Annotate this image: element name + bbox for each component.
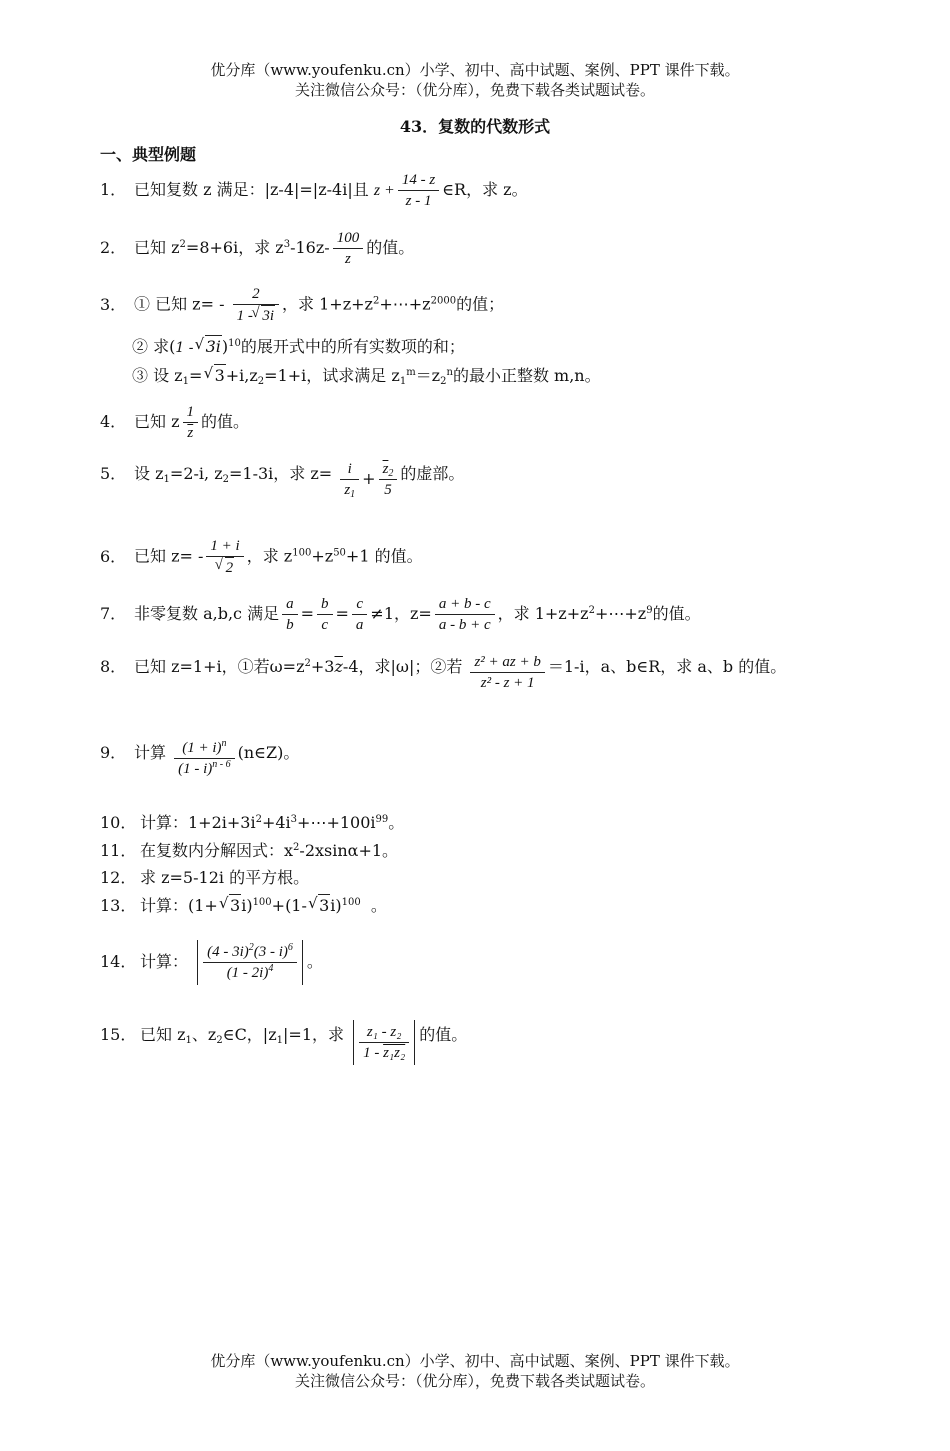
fraction: $\frac{14 - z}{z - 1}$ <box>398 170 439 211</box>
absolute-value <box>197 940 303 985</box>
fraction: $\frac{2}{1 - √ 3i}$ <box>233 284 279 326</box>
question-15: 15． 已知 $z_1$、$z_2\in C$，$|z_1|=1$，求 $\frac{\text{z₁ - z₂}}{\text{1 - z₁z₂}}$ 的值。 <box>100 1024 467 1065</box>
fraction: $\frac{a + b - c}{a - b + c}$ <box>435 594 495 635</box>
fraction: $\frac{(1 + i)^n}{(1 - i)^{n - 6}}$ <box>174 738 235 779</box>
fraction: $\frac{b}{c}$ <box>317 594 333 635</box>
question-2: 2． 已知 $z^2=8+6i$，求 $z^3-16z-$ $\frac{100}{z}$ 的值。 <box>100 230 415 267</box>
fraction: $\frac{\text{z² + az + b}}{\text{z² - z + 1}}$ <box>470 652 544 693</box>
question-10: 10． 计算：$1+2i+3i^2+4i^3+\cdots+100i^{99}$。 <box>100 813 405 832</box>
page-title: 43．复数的代数形式 <box>399 117 551 136</box>
fraction: 1 + i √ 2 <box>206 536 243 578</box>
question-9: 9． 计算 $\frac{(1 + i)^n}{(1 - i)^{n - 6}}$ (n∈Z)。 <box>100 738 300 777</box>
fraction: $\frac{i}{z_1}$ <box>340 459 359 500</box>
question-12: 12． 求 z=5-12i 的平方根。 <box>100 868 310 887</box>
header-line-2: 关注微信公众号：（优分库），免费下载各类试题试卷。 <box>294 81 655 99</box>
question-3: 3． ① 已知 z= - $\frac{2}{1 - √ 3i}$ ，求 $1+z+z^2+\cdots+z^{2000}$的值； <box>100 284 504 326</box>
question-5: 5． 设 $z_1=2-i$, $z_2=1-3i$，求 z= $\frac{i}{z_1}$ + $\frac{\overline{z}_2}{5}$ 的虚部。 <box>100 461 465 500</box>
fraction: $\frac{1}{z}$ <box>183 402 199 443</box>
page-header <box>0 60 950 100</box>
question-14: 14． 计算： $\frac{(4 - 3i)^2(3 - i)^6}{(1 - 2i)^4}$ 。 <box>100 940 323 985</box>
fraction: $\frac{c}{a}$ <box>352 594 368 635</box>
question-7: 7． 非零复数 a,b,c 满足 $\frac{a}{b}$ = $\frac{b}{c}$ = $\frac{c}{a}$ ≠1，z= $\frac{a + b - c}{a - b + c}$ ，求 $1+z+z^2+\cdots+z^9$的值。 <box>100 596 701 633</box>
question-13: 13． 计算：(1+ √ 3i)$^{100}$+(1- √ 3i)$^{100}$ 。 <box>100 894 387 917</box>
question-11: 11． 在复数内分解因式：$x^2-2xsin\alpha+1$。 <box>100 841 399 860</box>
fraction: $\frac{a}{b}$ <box>282 594 298 635</box>
header-line-1: 优分库（www.youfenku.cn）小学、初中、高中试题、案例、PPT 课件下载。 <box>210 61 740 79</box>
footer-line-1: 优分库（www.youfenku.cn）小学、初中、高中试题、案例、PPT 课件下载。 <box>210 1352 740 1370</box>
question-3-part-2: ② 求(1 - √ 3i)$^{10}$的展开式中的所有实数项的和； <box>132 335 465 359</box>
question-1: 1． 已知复数 z 满足：|z-4|=|z-4i|且 z + $\frac{14 - z}{z - 1}$ ∈R，求 z。 <box>100 172 528 209</box>
fraction: $\frac{\overline{z}_2}{5}$ <box>379 459 398 500</box>
question-number: 1． <box>100 180 127 199</box>
sqrt: √ 3i <box>261 305 275 326</box>
question-4: 4． 已知 z $\frac{1}{z}$ 的值。 <box>100 404 250 441</box>
question-6: 6． 已知 z= - 1 + i √ 2 ，求 $z^{100}+z^{50}+1$ 的值。 <box>100 536 423 578</box>
absolute-value <box>353 1020 415 1065</box>
question-3-part-3: ③ 设 $z_1=$ √ $3+i,z_2=1+i$，试求满足 $z_1^m=z_2^n$的最小正整数 m,n。 <box>132 364 601 387</box>
question-8: 8． 已知 z=1+i，①若$\omega=z^2+3\overline{z}-4$，求|ω|；②若 $\frac{\text{z² + az + b}}{\text{z² - z + 1}}$ ＝1-i，a、b∈R，求 a、b 的值。 <box>100 654 787 691</box>
section-heading: 一、典型例题 <box>100 145 197 164</box>
fraction: $\frac{\text{z₁ - z₂}}{\text{1 - z₁z₂}}$ <box>359 1022 409 1063</box>
fraction: $\frac{(4 - 3i)^2(3 - i)^6}{(1 - 2i)^4}$ <box>203 942 297 983</box>
page-footer <box>0 1351 950 1391</box>
footer-line-2: 关注微信公众号：（优分库），免费下载各类试题试卷。 <box>294 1372 655 1390</box>
fraction: $\frac{100}{z}$ <box>333 228 364 269</box>
